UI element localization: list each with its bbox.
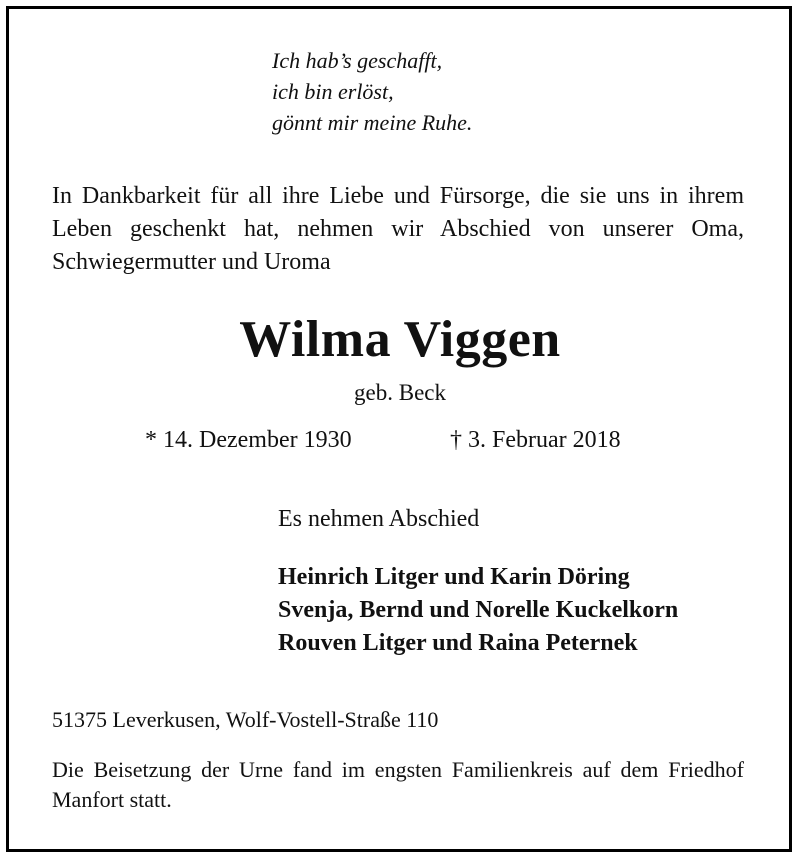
mourners-list	[278, 561, 678, 660]
mourner-name: Heinrich Litger und Karin Döring	[278, 564, 630, 590]
mourner-name: Rouven Litger und Raina Peternek	[278, 630, 638, 656]
poem-line: ich bin erlöst,	[272, 79, 394, 104]
poem-line: gönnt mir meine Ruhe.	[272, 110, 473, 135]
mourner-name: Svenja, Bernd und Norelle Kuckelkorn	[278, 597, 679, 623]
deceased-name: Wilma Viggen	[239, 311, 561, 368]
poem	[272, 45, 472, 138]
death-date: † 3. Februar 2018	[450, 427, 621, 453]
mourners-heading: Es nehmen Abschied	[278, 506, 480, 532]
poem-line: Ich hab’s geschafft,	[272, 48, 443, 73]
address: 51375 Leverkusen, Wolf-Vostell-Straße 110	[52, 707, 439, 732]
intro-text: In Dankbarkeit für all ihre Liebe und Fürsorge, die sie uns in ihrem Leben geschenkt hat, nehmen wir Abschied von unserer Oma, Schwiegermutter und Uroma	[52, 183, 744, 275]
burial-note: Die Beisetzung der Urne fand im engsten Familienkreis auf dem Friedhof Manfort statt.	[52, 757, 744, 812]
birth-name: geb. Beck	[354, 380, 446, 405]
birth-date: * 14. Dezember 1930	[145, 427, 352, 453]
